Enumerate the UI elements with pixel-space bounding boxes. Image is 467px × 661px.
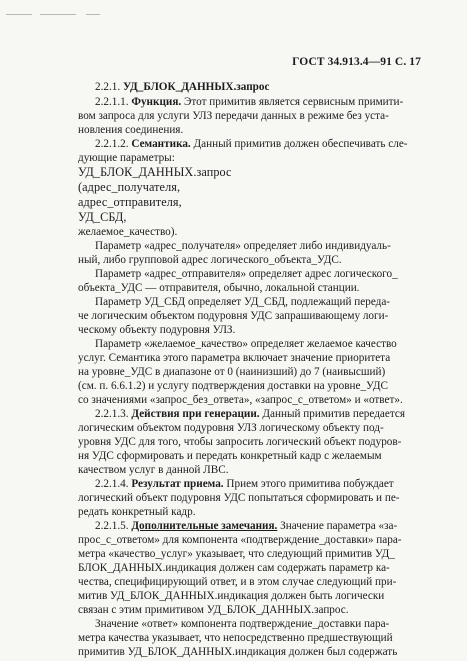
text-span: метра «качество_услуг» указывает, что следующий примитив УД_ [78, 548, 395, 560]
text-line [78, 195, 182, 209]
text-span: услуг. Семантика этого параметра включает значение приоритета [78, 352, 391, 364]
text-line [78, 575, 396, 589]
text-span: Данный примитив должен обеспечивать сле- [190, 138, 408, 150]
text-line [78, 309, 388, 323]
text-line [78, 323, 235, 337]
text-span: новления соединения. [78, 124, 184, 136]
bold-text: УД_СБД, [78, 210, 127, 224]
text-span: ный, либо групповой адрес логического_объекта_УДС. [78, 254, 342, 266]
text-line [78, 225, 177, 239]
text-line [95, 337, 397, 351]
text-span: Параметр УД_СБД определяет УД_СБД, подлежащий переда- [95, 296, 391, 308]
text-line [95, 295, 390, 309]
text-span: логический объект подуровня УДС попытаться сформировать и пе- [78, 492, 400, 504]
text-span: 2.2.1.5. [95, 520, 132, 532]
text-span: 2.2.1.2. [95, 138, 132, 150]
text-line [95, 617, 389, 631]
text-span: (см. п. 6.6.1.2) и услугу подтверждения доставки на уровне_УДС [78, 380, 388, 392]
text-line [95, 267, 398, 281]
text-line [78, 631, 393, 645]
text-line [95, 95, 403, 109]
text-line [95, 239, 391, 253]
text-span: вом запроса для услуги УЛЗ передачи данных в режиме без уста- [78, 110, 389, 122]
text-line [78, 253, 342, 267]
text-span: Значение параметра «за- [277, 520, 398, 532]
text-span: Значение «ответ» компонента подтверждение_доставки пара- [95, 618, 390, 630]
bold-text: Дополнительные замечания. [131, 520, 278, 532]
scan-artifact-line [6, 14, 32, 15]
text-span: 2.2.1.4. [95, 478, 132, 490]
page-header: ГОСТ 34.913.4—91 С. 17 [292, 56, 421, 68]
text-line [95, 519, 397, 533]
text-line [95, 80, 269, 94]
bold-text: Функция. [131, 96, 182, 108]
text-span: 2.2.1.3. [95, 408, 132, 420]
text-line [78, 589, 384, 603]
scan-artifact-line [40, 14, 76, 15]
bold-text: (адрес_получателя, [78, 180, 181, 194]
text-span: редать конкретный кадр. [78, 506, 196, 518]
text-span: связан с этим примитивом УД_БЛОК_ДАННЫХ.запрос. [78, 604, 349, 616]
bold-text: Семантика. [131, 138, 191, 150]
text-span: дующие параметры: [78, 152, 175, 164]
text-line [78, 533, 402, 547]
text-span: чества, специфицирующий ответ, и в этом случае следующий при- [78, 576, 397, 588]
text-line [78, 435, 401, 449]
text-line [78, 109, 389, 123]
text-line [78, 645, 397, 659]
text-line [78, 421, 384, 435]
text-span: прос_с_ответом» для компонента «подтверждение_доставки» пара- [78, 534, 402, 546]
bold-text: Действия при генерации. [131, 408, 260, 420]
text-line [78, 210, 127, 224]
bold-text: УД_БЛОК_ДАННЫХ. [122, 81, 237, 93]
text-span: ня УДС сформировать и передать конкретный кадр с желаемым [78, 450, 382, 462]
text-line [95, 137, 408, 151]
text-line [78, 561, 390, 575]
text-line [78, 449, 382, 463]
text-line [78, 281, 359, 295]
text-line [78, 505, 196, 519]
text-span: ческому объекту подуровня УЛЗ. [78, 324, 236, 336]
text-span: 2.2.1.1. [95, 96, 132, 108]
scan-artifact-line [86, 14, 100, 15]
text-span: примитив УД_БЛОК_ДАННЫХ.индикация должен был содержать [78, 646, 398, 658]
text-span: митив УД_БЛОК_ДАННЫХ.индикация должен быть логически [78, 590, 385, 602]
text-line [78, 603, 349, 617]
text-line [95, 477, 394, 491]
text-line [78, 547, 395, 561]
text-line [78, 491, 400, 505]
text-line [78, 165, 232, 179]
text-line [78, 151, 175, 165]
text-line [78, 123, 183, 137]
text-line [78, 379, 388, 393]
text-line [78, 463, 229, 477]
bold-text: Результат приема. [131, 478, 224, 490]
text-line [95, 407, 405, 421]
text-span: БЛОК_ДАННЫХ.индикация должен сам содержать параметр ка- [78, 562, 390, 574]
text-span: логическим объектом подуровня УЛЗ логическому объекту под- [78, 422, 384, 434]
text-span: Параметр «адрес_отправителя» определяет адрес логического_ [95, 268, 398, 280]
text-span: че логическим объектом подуровня УДС запрашивающему логи- [78, 310, 389, 322]
text-span: со значениями «запрос_без_ответа», «запрос_с_ответом» и «ответ». [78, 394, 403, 406]
text-line [78, 180, 180, 194]
text-span: Параметр «адрес_получателя» определяет либо индивидуаль- [95, 240, 391, 252]
text-span: желаемое_качество). [78, 226, 178, 238]
text-span: Данный примитив передается [259, 408, 405, 420]
text-span: метра качества указывает, что непосредственно предшествующий [78, 632, 393, 644]
bold-text: УД_БЛОК_ДАННЫХ.запрос [78, 165, 232, 179]
text-span: Параметр «желаемое_качество» определяет желаемое качество [95, 338, 397, 350]
bold-text: адрес_отправителя, [78, 195, 182, 209]
text-line [78, 393, 403, 407]
text-span: Прием этого примитива побуждает [223, 478, 394, 490]
text-line [78, 365, 385, 379]
text-line [78, 351, 390, 365]
text-span: на уровне_УДС в диапазоне от 0 (наинизший) до 7 (наивысший) [78, 366, 386, 378]
bold-text: запрос [236, 81, 270, 93]
text-span: 2.2.1. [95, 81, 123, 93]
text-span: уровня УДС для того, чтобы запросить логический объект подуров- [78, 436, 402, 448]
text-span: объекта_УДС — отправителя, обычно, локальной станции. [78, 282, 360, 294]
text-span: Этот примитив является сервисным примити- [181, 96, 404, 108]
text-span: качеством услуг в данной ЛВС. [78, 464, 229, 476]
